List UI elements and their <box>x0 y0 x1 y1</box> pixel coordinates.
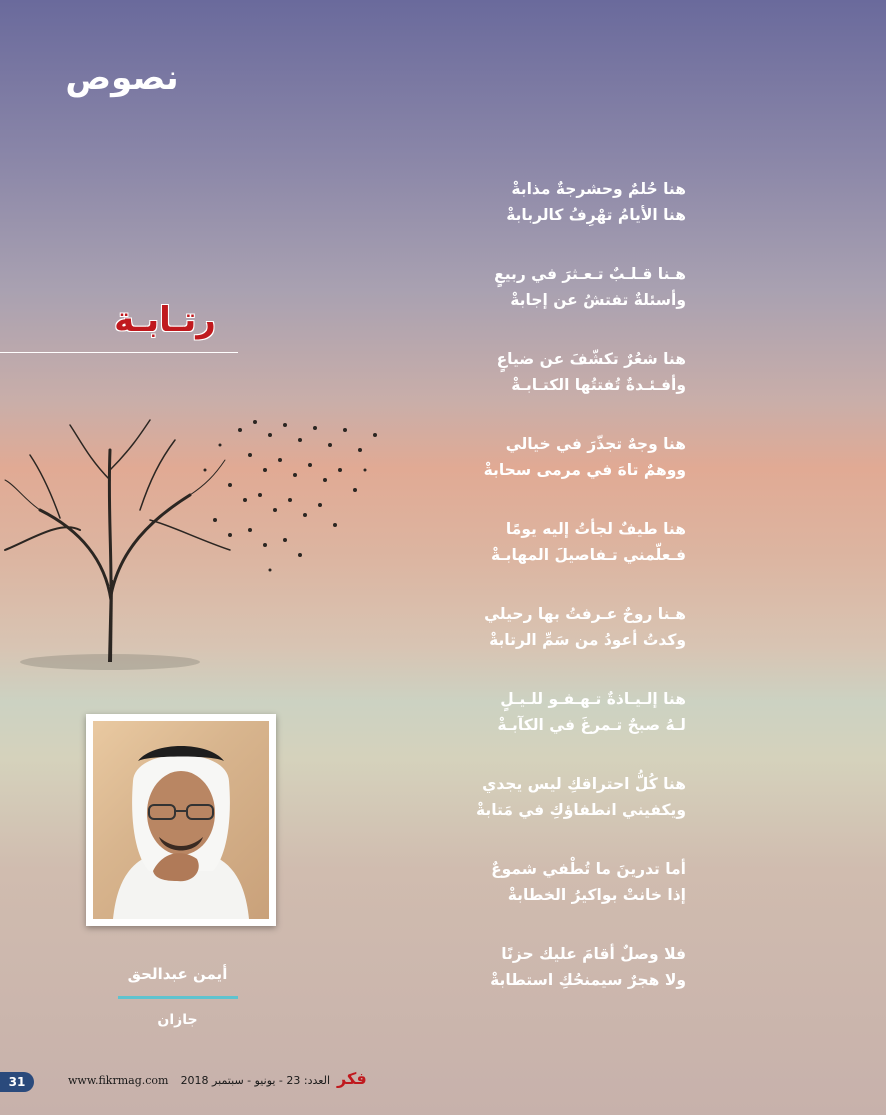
page-number: 31 <box>0 1072 34 1092</box>
verse-line: وأسئلةٌ تفتشُ عن إجابةْ <box>510 291 686 309</box>
poem-title: رتـابـة <box>114 300 216 340</box>
stanza <box>426 601 686 686</box>
verse-line: هنا حُلمٌ وحشرجةٌ مذابةْ <box>511 180 686 198</box>
verse-line: هنا إلـيـاذةٌ تـهـفـو للـيـلٍ <box>500 690 686 708</box>
verse-line: وكدتُ أعودُ من سَمِّ الرتابةْ <box>489 631 686 649</box>
verse-line: هـنا قـلـبٌ تـعـثرَ في ربيعٍ <box>494 265 686 283</box>
verse-line: لـهُ صبحٌ تـمرغَ في الكآبـةْ <box>497 716 686 734</box>
stanza <box>426 176 686 261</box>
author-divider <box>118 996 238 999</box>
page-footer <box>0 1069 886 1092</box>
verse-line: وأفـئـدةٌ تُفتتُها الكتـابـةْ <box>511 376 686 394</box>
verse-line: هـنا روحٌ عـرفتُ بها رحيلي <box>484 605 686 623</box>
author-photo-frame <box>86 714 276 926</box>
portrait-illustration <box>93 721 269 919</box>
title-divider <box>0 352 238 353</box>
verse-line: هنا شعُرٌ تكشّفَ عن ضياعٍ <box>496 350 686 368</box>
stanza <box>426 686 686 771</box>
verse-line: هنا الأيامُ تهْرِفُ كالربابةْ <box>506 206 686 224</box>
issue-info: العدد: 23 - يونيو - سبتمبر 2018 <box>180 1074 330 1087</box>
verse-line: أما تدرينَ ما تُطْفي شموعٌ <box>491 860 686 878</box>
author-photo <box>93 721 269 919</box>
stanza <box>426 346 686 431</box>
verse-line: إذا خانتْ بواكيرُ الخطابةْ <box>507 886 686 904</box>
verse-line: فلا وصلٌ أقامَ عليك حزنًا <box>501 945 686 963</box>
poem-body <box>426 176 686 1026</box>
verse-line: ولا هجرٌ سيمنحُكِ استطابةْ <box>490 971 686 989</box>
website-link[interactable]: www.fikrmag.com <box>68 1074 169 1087</box>
verse-line: فـعلّمني تـفاصيلَ المهابـةْ <box>490 546 686 564</box>
stanza <box>426 771 686 856</box>
stanza <box>426 941 686 1026</box>
verse-line: هنا كُلُّ احتراقكِ ليس يجدي <box>482 775 686 793</box>
verse-line: هنا طيفٌ لجأتُ إليه يومًا <box>505 520 686 538</box>
tree-with-birds-illustration <box>0 400 400 670</box>
stanza <box>426 856 686 941</box>
verse-line: هنا وجهٌ تجذّرَ في خيالي <box>505 435 686 453</box>
magazine-logo: فكر <box>337 1069 367 1088</box>
stanza <box>426 516 686 601</box>
stanza <box>426 261 686 346</box>
section-label: نصوص <box>65 58 179 98</box>
author-name: أيمن عبدالحق <box>127 965 228 983</box>
stanza <box>426 431 686 516</box>
verse-line: ويكفيني انطفاؤكِ في مَتابةْ <box>476 801 686 819</box>
verse-line: ووهمٌ تاهَ في مرمى سحابةْ <box>483 461 686 479</box>
author-city: جازان <box>157 1012 198 1028</box>
